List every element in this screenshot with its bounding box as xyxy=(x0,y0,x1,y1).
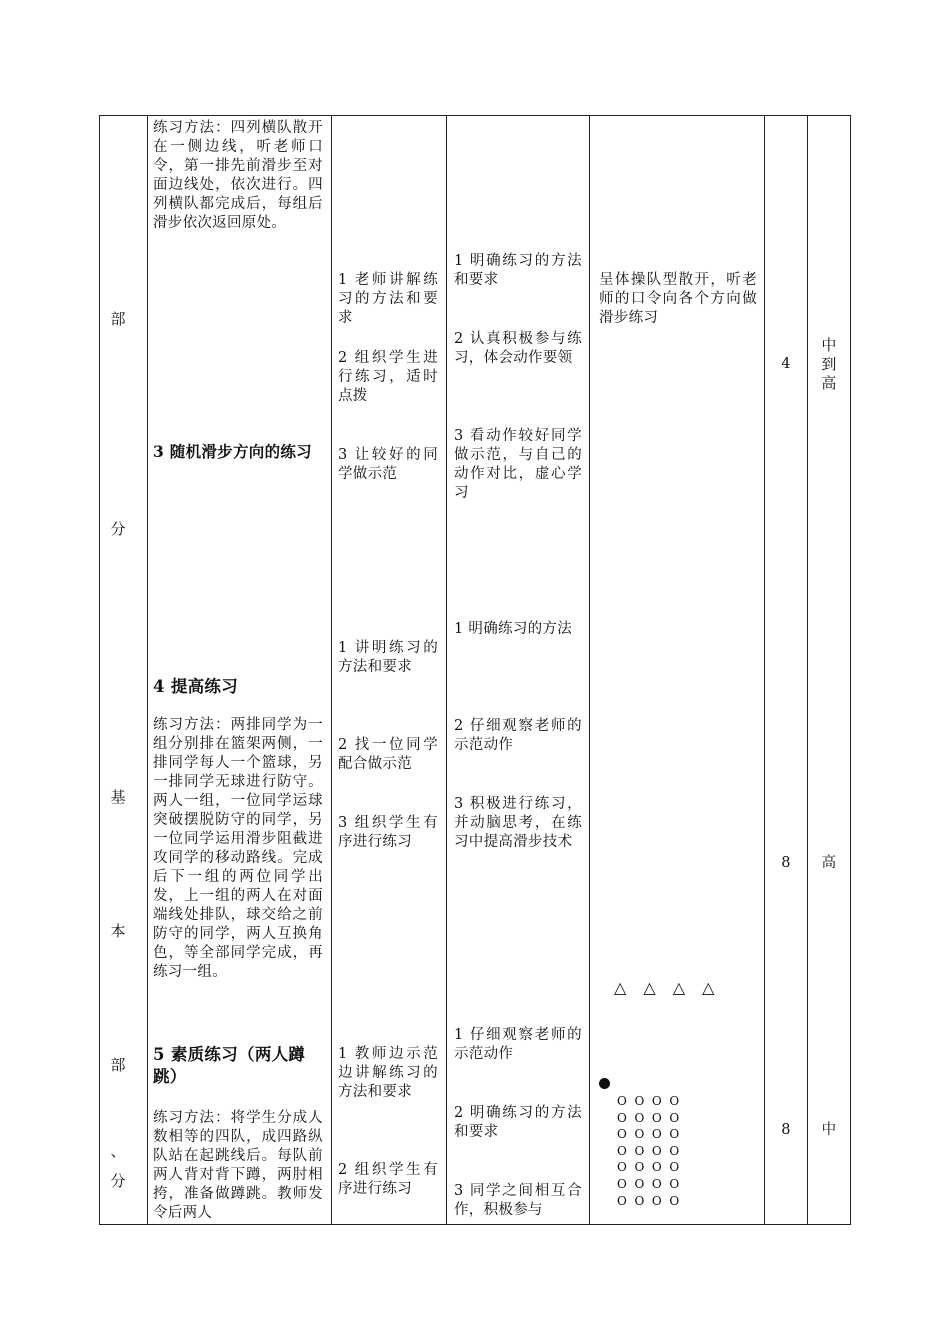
time-value: 8 xyxy=(781,1122,791,1138)
student-formation-row: O O O O xyxy=(617,1160,680,1174)
part-char: 分 xyxy=(110,520,126,538)
practice-method-2: 练习方法：四列横队散开在一侧边线，听老师口令，第一排先前滑步至对面边线处，依次进行。四列横队都完成后，每组后滑步依次返回原处。 xyxy=(153,120,323,231)
intensity-value: 中到高 xyxy=(821,336,837,392)
part-char: 分 xyxy=(110,1172,126,1190)
teacher-step: 3 让较好的同学做示范 xyxy=(338,447,438,482)
teacher-step: 1 讲明练习的方法和要求 xyxy=(338,640,438,675)
teacher-step: 2 找一位同学配合做示范 xyxy=(338,737,438,772)
column-divider xyxy=(446,115,447,1225)
student-step: 1 仔细观察老师的示范动作 xyxy=(454,1027,582,1062)
teacher-step: 3 组织学生有序进行练习 xyxy=(338,815,438,850)
student-step: 3 积极进行练习，并动脑思考，在练习中提高滑步技术 xyxy=(454,796,582,850)
student-formation-row: O O O O xyxy=(617,1144,680,1158)
section-heading-5: 5 素质练习（两人蹲跳） xyxy=(153,1045,306,1086)
column-divider xyxy=(147,115,148,1225)
student-step: 1 明确练习的方法和要求 xyxy=(454,253,582,288)
teacher-step: 2 组织学生进行练习，适时点拨 xyxy=(338,350,438,404)
practice-method-4: 练习方法：两排同学为一组分别排在篮架两侧，一排同学每人一个篮球，另一排同学无球进行防守。两人一组，一位同学运球突破摆脱防守的同学，另一位同学运用滑步阻截进攻同学的移动路线。完成后下一组的两位同学出发，上一组的两人在对面端线处排队，球交给之前防守的同学，两人互换角色，等全部同学完成，再练习一组。 xyxy=(153,717,323,980)
part-char: 本 xyxy=(110,922,126,940)
time-value: 8 xyxy=(781,855,791,871)
section-heading-4: 4 提高练习 xyxy=(153,677,239,696)
intensity-value: 高 xyxy=(821,855,837,871)
column-divider xyxy=(331,115,332,1225)
student-step: 2 仔细观察老师的示范动作 xyxy=(454,718,582,753)
student-formation-row: O O O O xyxy=(617,1194,680,1208)
intensity-value: 中 xyxy=(821,1122,837,1138)
student-formation-row: O O O O xyxy=(617,1094,680,1108)
student-step: 3 同学之间相互合作，积极参与 xyxy=(454,1183,582,1218)
organization-note: 呈体操队型散开，听老师的口令向各个方向做滑步练习 xyxy=(599,272,757,326)
teacher-step: 1 教师边示范边讲解练习的方法和要求 xyxy=(338,1046,438,1100)
part-char: 部 xyxy=(110,1056,126,1074)
student-step: 3 看动作较好同学做示范，与自己的动作对比，虚心学习 xyxy=(454,428,582,501)
cone-triangles: △ △ △ △ xyxy=(614,978,721,997)
time-value: 4 xyxy=(781,356,791,372)
student-formation-row: O O O O xyxy=(617,1111,680,1125)
student-formation-row: O O O O xyxy=(617,1177,680,1191)
column-divider xyxy=(589,115,590,1225)
student-formation-row: O O O O xyxy=(617,1127,680,1141)
student-step: 2 认真积极参与练习，体会动作要领 xyxy=(454,331,582,366)
student-step: 1 明确练习的方法 xyxy=(454,621,573,637)
student-step: 2 明确练习的方法和要求 xyxy=(454,1105,582,1140)
column-divider xyxy=(807,115,808,1225)
teacher-step: 2 组织学生有序进行练习 xyxy=(338,1162,438,1197)
part-char: 基 xyxy=(110,788,126,806)
part-char: 、 xyxy=(110,1142,126,1160)
column-divider xyxy=(764,115,765,1225)
part-char: 部 xyxy=(110,310,126,328)
teacher-marker-icon xyxy=(599,1078,610,1089)
teacher-step: 1 老师讲解练习的方法和要求 xyxy=(338,272,438,326)
practice-method-5: 练习方法：将学生分成人数相等的四队，成四路纵队站在起跳线后。每队前两人背对背下蹲，两肘相挎，准备做蹲跳。教师发令后两人 xyxy=(153,1110,323,1221)
section-heading-3: 3 随机滑步方向的练习 xyxy=(153,442,312,461)
